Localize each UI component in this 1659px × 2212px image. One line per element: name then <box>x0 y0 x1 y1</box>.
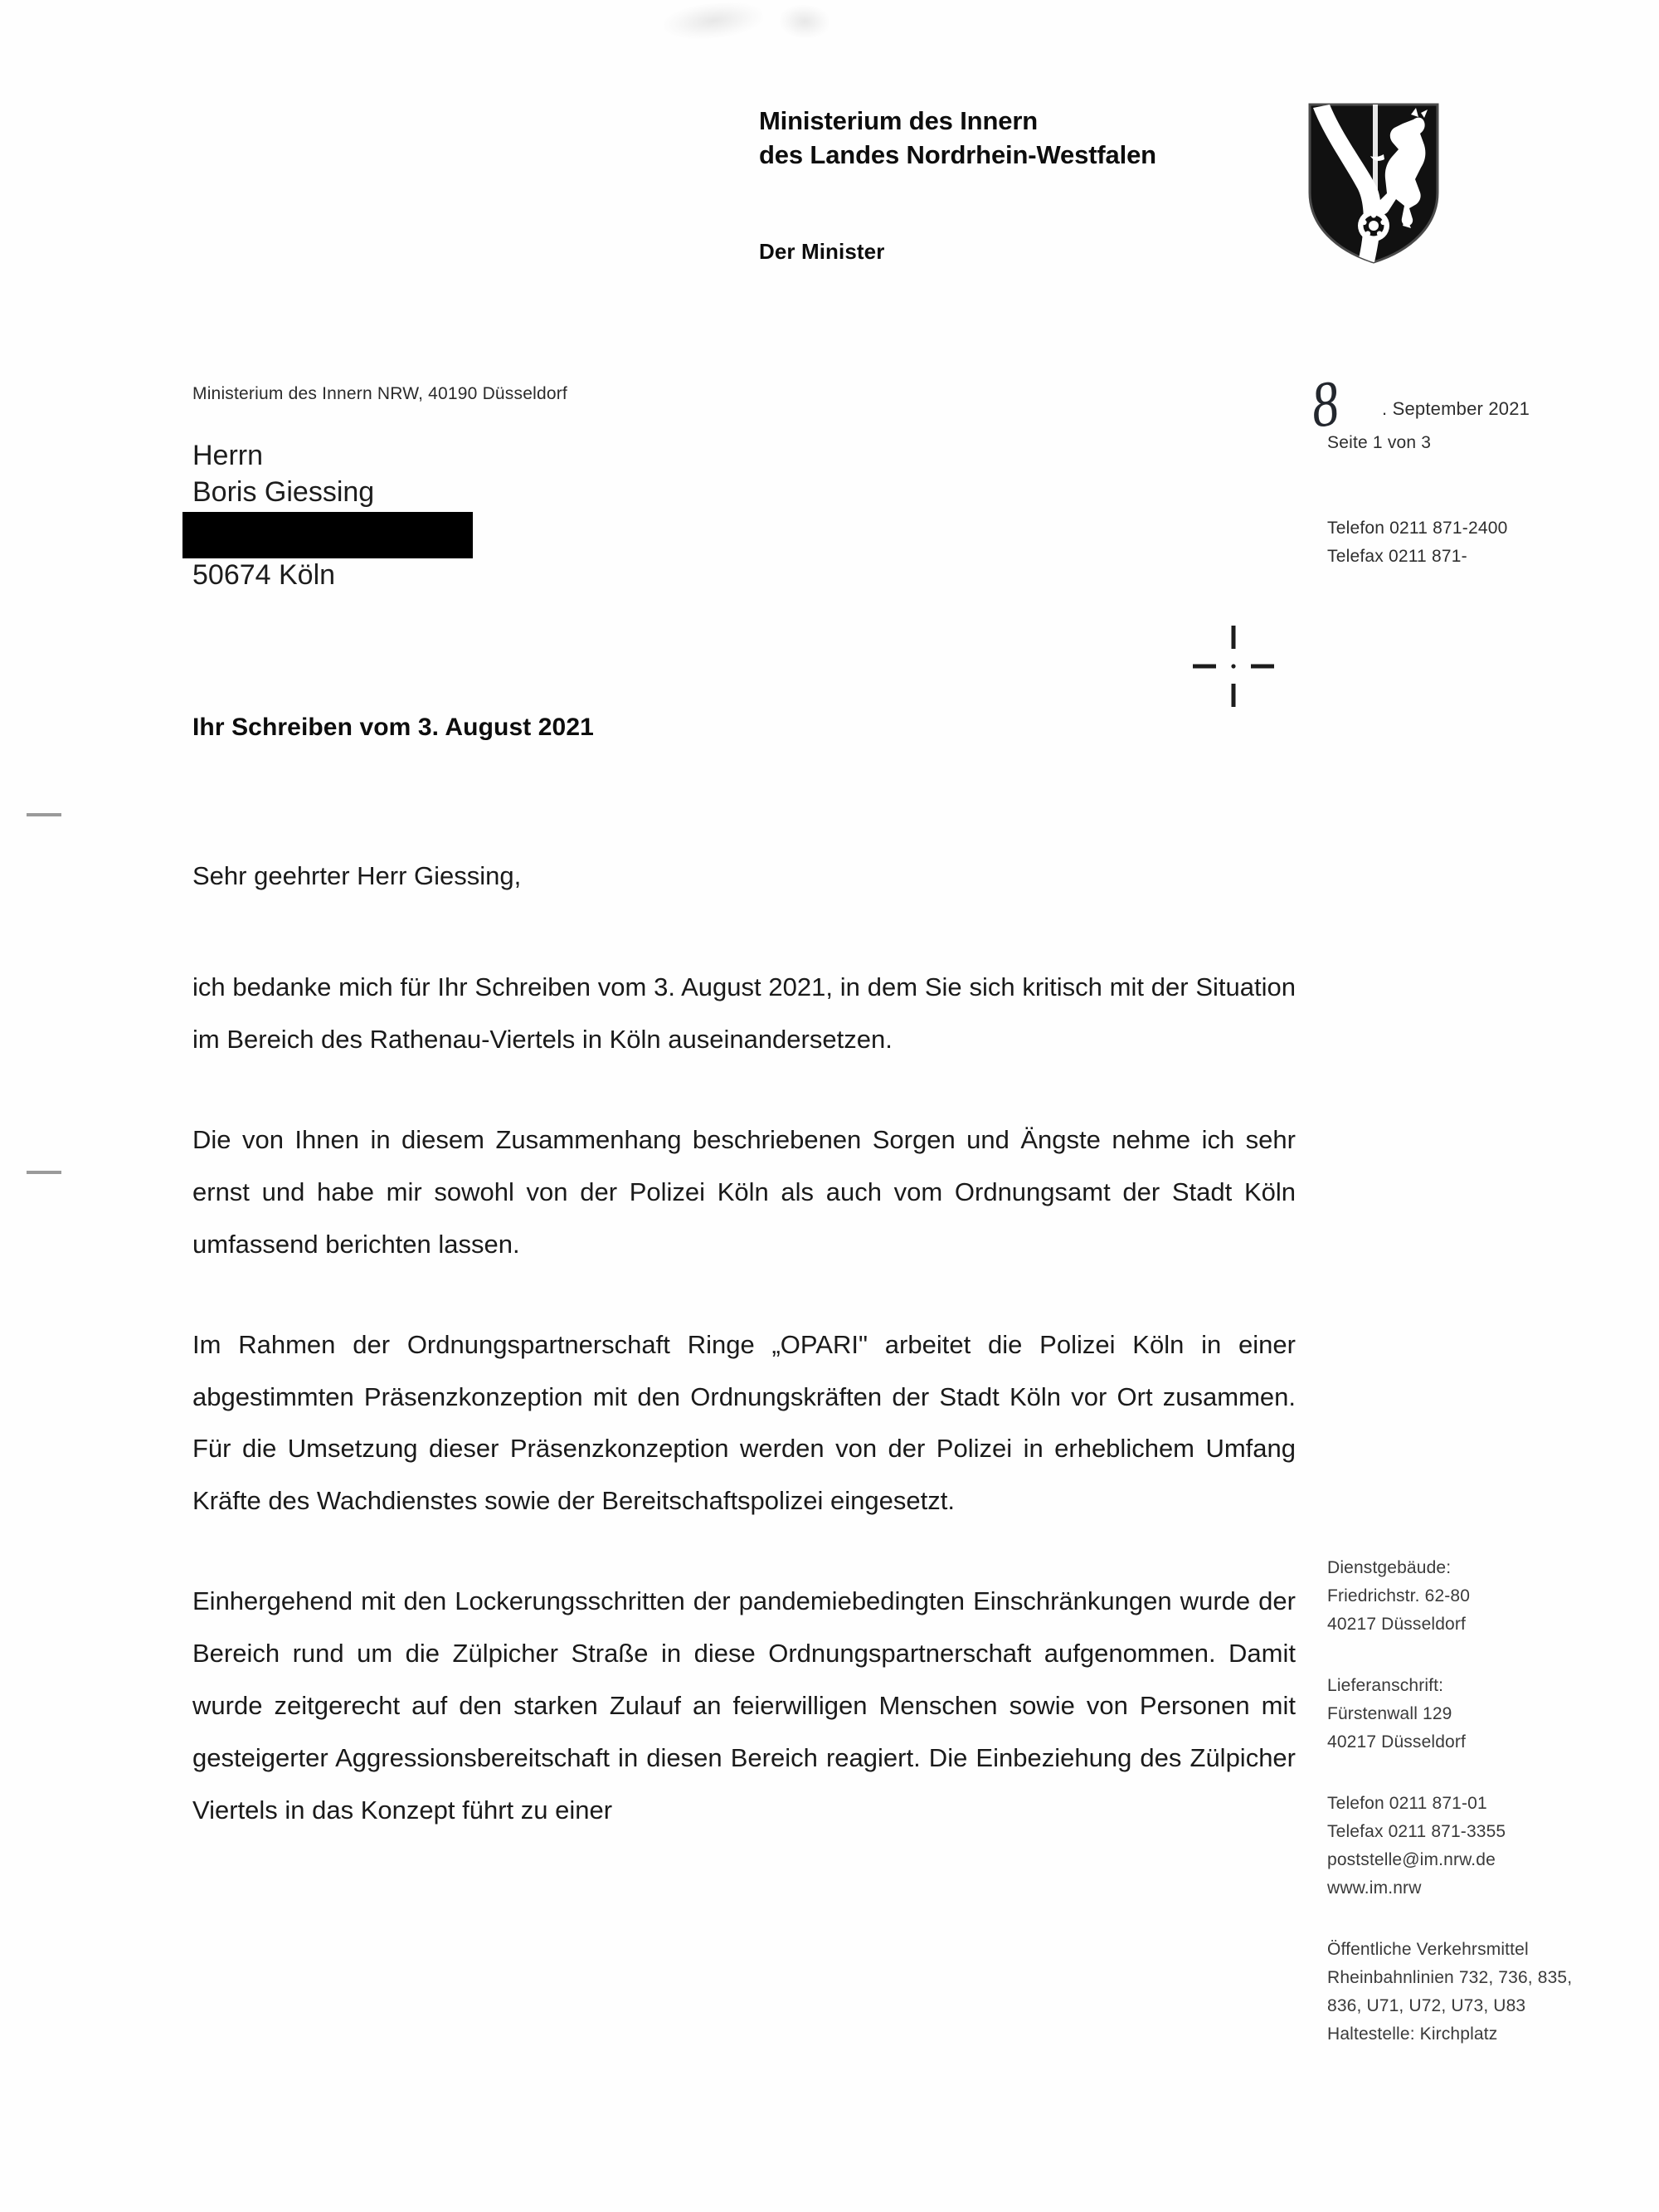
fold-mark <box>27 1171 61 1174</box>
sidebar-transit-lines-1: Rheinbahnlinien 732, 736, 835, <box>1327 1968 1573 1988</box>
letterhead-line-2: des Landes Nordrhein-Westfalen <box>759 139 1156 169</box>
sidebar-building-city: 40217 Düsseldorf <box>1327 1615 1467 1635</box>
fold-mark <box>27 813 61 816</box>
letterhead <box>759 105 1290 173</box>
sidebar-transit-label: Öffentliche Verkehrsmittel <box>1327 1940 1529 1960</box>
redaction-bar-street <box>182 512 473 558</box>
body-paragraph: Die von Ihnen in diesem Zusammenhang beschriebenen Sorgen und Ängste nehme ich sehr ernst und habe mir sowohl von der Polizei Köln als auch vom Ordnungsamt der Stadt Köln umfassend berichten lassen. <box>192 1124 1296 1259</box>
sidebar-delivery-label: Lieferanschrift: <box>1327 1676 1444 1696</box>
sidebar-transit-lines-2: 836, U71, U72, U73, U83 <box>1327 1996 1526 2016</box>
page-count: Seite 1 von 3 <box>1327 433 1432 452</box>
sidebar-transit-group <box>1327 1936 1651 2049</box>
sidebar-telefon: Telefon 0211 871-01 <box>1327 1794 1487 1814</box>
sidebar-contact-group <box>1327 1790 1651 1903</box>
subject-line: Ihr Schreiben vom 3. August 2021 <box>192 714 594 741</box>
body-paragraph: Im Rahmen der Ordnungspartnerschaft Ringe „OPARI" arbeitet die Polizei Köln in einer abgestimmten Präsenzkonzeption mit den Ordnungskräften der Stadt Köln vor Ort zusammen. Für die Umsetzung dieser Präsenzkonzeption werden von der Polizei in erheblichem Umfang Kräfte des Wachdienstes sowie der Bereitschaftspolizei eingesetzt. <box>192 1329 1296 1516</box>
scan-artifact-smudge <box>662 0 765 43</box>
sidebar-email[interactable]: poststelle@im.nrw.de <box>1327 1850 1496 1870</box>
sidebar-website[interactable]: www.im.nrw <box>1327 1878 1422 1898</box>
sidebar-delivery-street: Fürstenwall 129 <box>1327 1704 1452 1724</box>
sidebar-transit-stop: Haltestelle: Kirchplatz <box>1327 2024 1498 2044</box>
sidebar-delivery-city: 40217 Düsseldorf <box>1327 1732 1467 1752</box>
recipient-name: Boris Giessing <box>192 476 375 509</box>
recipient-city: 50674 Köln <box>192 559 336 592</box>
sidebar-contact-column <box>1327 1554 1651 2049</box>
contact-top-telefax: Telefax 0211 871- <box>1327 546 1467 566</box>
body-paragraph: Einhergehend mit den Lockerungsschritten der pandemiebedingten Einschränkungen wurde der Bereich rund um die Zülpicher Straße in diese Ordnungspartnerschaft aufgenommen. Damit wurde zeitgerecht auf den starken Zulauf an feierwilligen Menschen sowie von Personen mit gesteigerter Aggressionsbereitschaft in diesen Bereich reagiert. Die Einbeziehung des Zülpicher Viertels in das Konzept führt zu einer <box>192 1586 1296 1825</box>
sidebar-delivery-group <box>1327 1672 1651 1756</box>
scan-artifact-smudge <box>779 3 831 40</box>
letter-body <box>192 863 1296 1837</box>
sidebar-building-group <box>1327 1554 1651 1639</box>
contact-top-telefon: Telefon 0211 871-2400 <box>1327 519 1508 538</box>
body-salutation: Sehr geehrter Herr Giessing, <box>192 861 522 890</box>
nrw-coat-of-arms-icon <box>1305 100 1443 266</box>
letterhead-line-1: Ministerium des Innern <box>759 106 1039 135</box>
contact-top-block <box>1327 514 1642 570</box>
handwritten-day-number: 8 <box>1307 366 1341 441</box>
recipient-salutation: Herrn <box>192 440 264 471</box>
letter-date: . September 2021 <box>1382 398 1530 419</box>
registration-crosshair-mark <box>1188 621 1279 712</box>
body-paragraph: ich bedanke mich für Ihr Schreiben vom 3. August 2021, in dem Sie sich kritisch mit der Situation im Bereich des Rathenau-Viertels in Köln auseinandersetzen. <box>192 972 1296 1054</box>
sidebar-building-label: Dienstgebäude: <box>1327 1558 1452 1577</box>
sender-return-address: Ministerium des Innern NRW, 40190 Düsseldorf <box>192 384 567 403</box>
letterhead-role: Der Minister <box>759 239 885 264</box>
date-block <box>1307 366 1642 453</box>
sidebar-building-street: Friedrichstr. 62-80 <box>1327 1586 1471 1606</box>
sidebar-telefax: Telefax 0211 871-3355 <box>1327 1822 1506 1842</box>
